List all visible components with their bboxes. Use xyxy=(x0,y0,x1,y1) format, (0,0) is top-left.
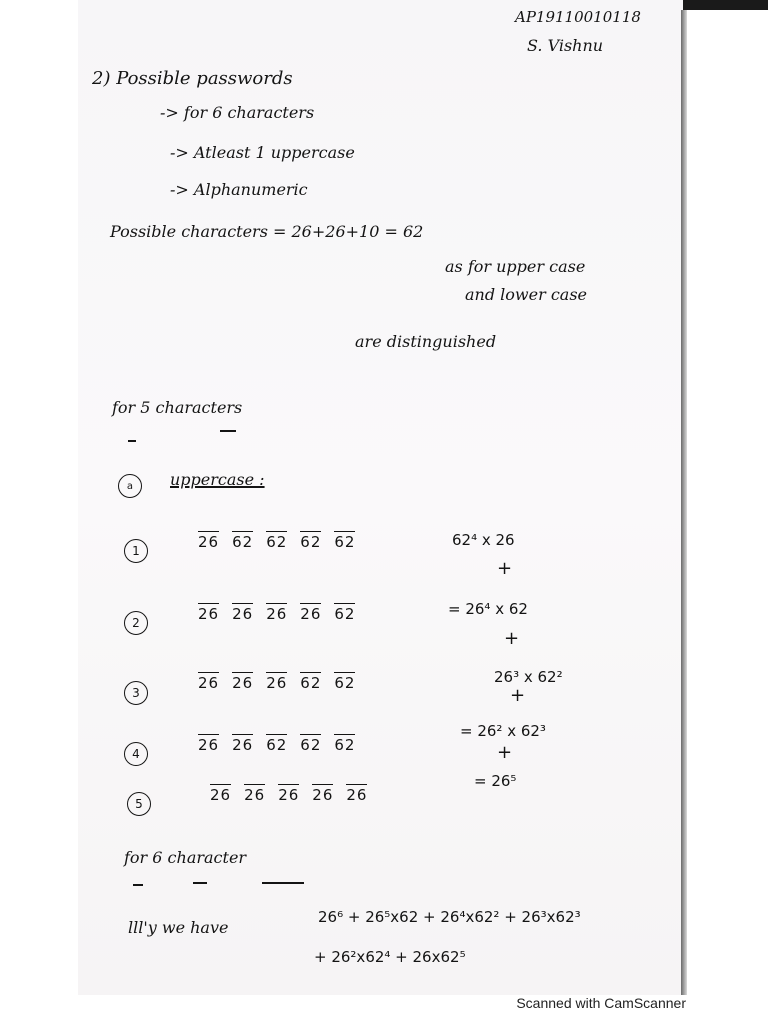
scan-margin-left xyxy=(0,0,78,995)
heading-dash xyxy=(262,882,304,884)
six-char-heading: for 6 character xyxy=(124,848,247,867)
page-edge-shadow xyxy=(681,10,687,995)
slot-row xyxy=(198,531,355,551)
row-result: = 26² x 62³ xyxy=(460,722,546,740)
slot-row xyxy=(198,672,355,692)
slot-value: 26 xyxy=(198,533,220,551)
similarly-prefix: lll'y we have xyxy=(128,918,229,937)
plus-sign: + xyxy=(510,685,526,706)
heading-dash xyxy=(133,884,143,886)
five-char-heading: for 5 characters xyxy=(112,398,243,417)
note-line-3: are distinguished xyxy=(355,332,497,351)
condition-2: -> Atleast 1 uppercase xyxy=(170,143,355,162)
condition-3: -> Alphanumeric xyxy=(170,180,308,199)
slot-value: 62 xyxy=(300,674,322,692)
slot-value: 62 xyxy=(232,533,254,551)
slot-value: 62 xyxy=(334,605,356,623)
possible-characters-line: Possible characters = 26+26+10 = 62 xyxy=(110,222,424,241)
slot-value: 62 xyxy=(334,533,356,551)
slot-row xyxy=(210,784,367,804)
six-char-expression-line-2: + 26²x62⁴ + 26x62⁵ xyxy=(314,948,466,966)
notebook-page xyxy=(78,0,683,995)
condition-1: -> for 6 characters xyxy=(160,103,315,122)
slot-row xyxy=(198,734,355,754)
slot-value: 26 xyxy=(232,674,254,692)
row-index-circle: 2 xyxy=(124,611,148,635)
scan-edge-dark xyxy=(680,0,768,10)
six-char-expression-line-1: 26⁶ + 26⁵x62 + 26⁴x62² + 26³x62³ xyxy=(318,908,581,926)
slot-value: 26 xyxy=(232,605,254,623)
slot-value: 26 xyxy=(278,786,300,804)
note-line-1: as for upper case xyxy=(445,257,586,276)
slot-value: 26 xyxy=(266,605,288,623)
camscanner-watermark: Scanned with CamScanner xyxy=(516,995,686,1011)
student-id: AP19110010118 xyxy=(515,8,641,26)
row-result: = 26⁴ x 62 xyxy=(448,600,528,618)
slot-value: 62 xyxy=(334,736,356,754)
heading-dash xyxy=(220,430,236,432)
plus-sign: + xyxy=(497,558,513,579)
slot-value: 26 xyxy=(210,786,232,804)
row-result: 26³ x 62² xyxy=(494,668,563,686)
row-result: = 26⁵ xyxy=(474,772,517,790)
slot-value: 26 xyxy=(232,736,254,754)
heading-dash xyxy=(128,440,136,442)
plus-sign: + xyxy=(497,742,513,763)
slot-value: 26 xyxy=(266,674,288,692)
slot-value: 62 xyxy=(300,736,322,754)
heading-dash xyxy=(193,882,207,884)
uppercase-label: uppercase : xyxy=(170,470,265,489)
slot-value: 62 xyxy=(266,736,288,754)
row-index-circle: 5 xyxy=(127,792,151,816)
question-label: 2) Possible passwords xyxy=(92,68,293,89)
scan-margin-right xyxy=(686,0,768,995)
row-index-circle: 4 xyxy=(124,742,148,766)
slot-value: 26 xyxy=(244,786,266,804)
row-index-circle: 1 xyxy=(124,539,148,563)
plus-sign: + xyxy=(504,628,520,649)
slot-value: 62 xyxy=(266,533,288,551)
slot-value: 26 xyxy=(198,674,220,692)
slot-value: 26 xyxy=(198,736,220,754)
slot-value: 62 xyxy=(300,533,322,551)
slot-value: 62 xyxy=(334,674,356,692)
row-index-circle: 3 xyxy=(124,681,148,705)
slot-value: 26 xyxy=(198,605,220,623)
slot-value: 26 xyxy=(312,786,334,804)
slot-value: 26 xyxy=(300,605,322,623)
case-marker-circle: a xyxy=(118,474,142,498)
student-name: S. Vishnu xyxy=(527,36,604,55)
note-line-2: and lower case xyxy=(465,285,587,304)
slot-row xyxy=(198,603,355,623)
row-result: 62⁴ x 26 xyxy=(452,531,515,549)
slot-value: 26 xyxy=(346,786,368,804)
